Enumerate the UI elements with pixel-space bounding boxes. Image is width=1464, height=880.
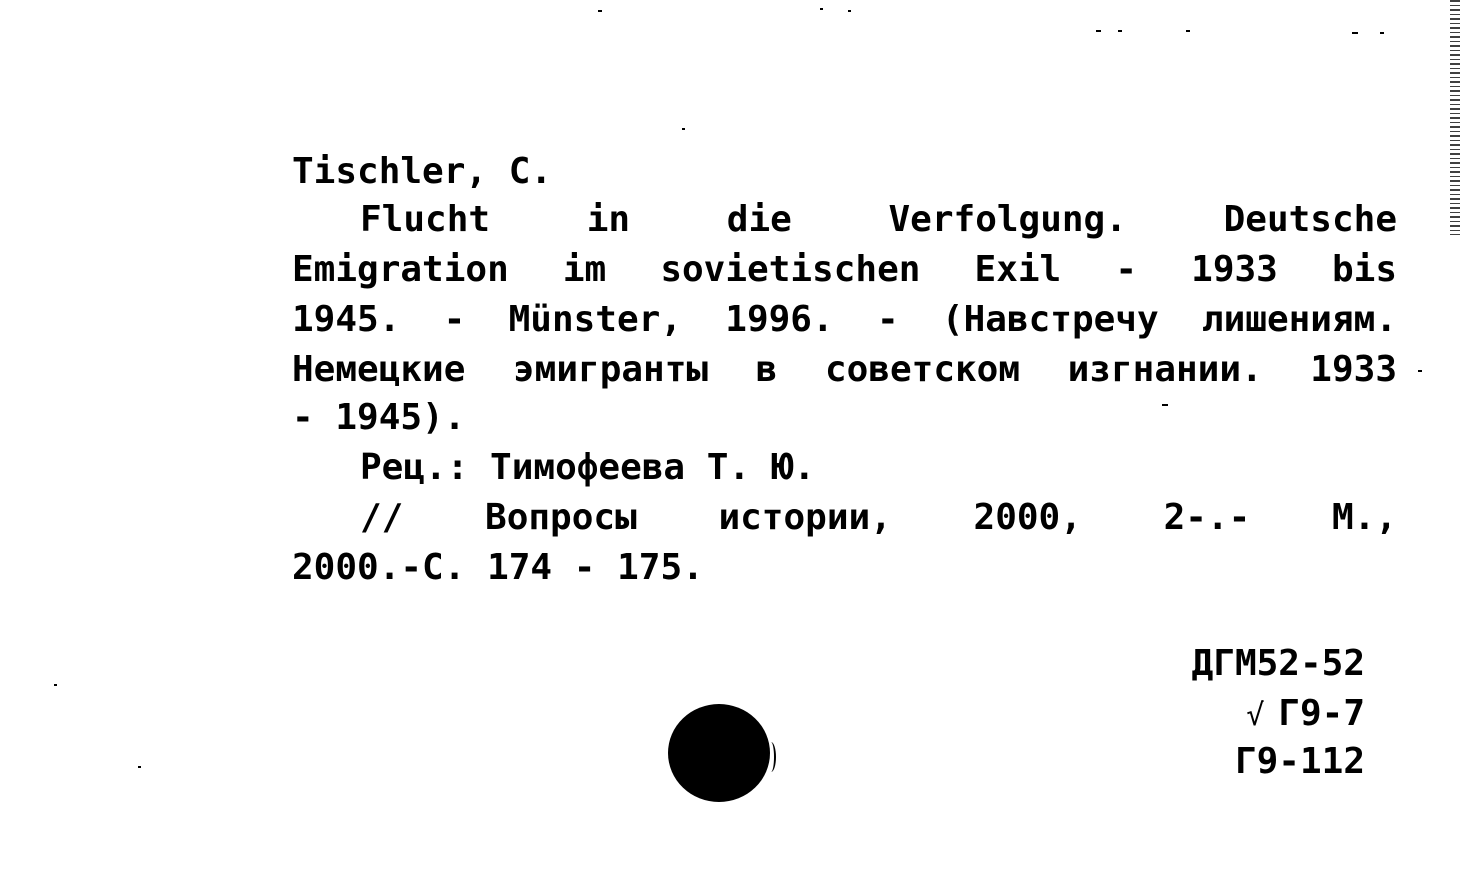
title-line-2: Emigration im sovietischen Exil - 1933 bis [292,249,1397,290]
check-mark-icon: √ [1246,698,1265,733]
title-line-1: Flucht in die Verfolgung. Deutsche [360,199,1397,240]
shelf-code-3: Г9-112 [1234,741,1365,782]
review-line: Рец.: Тимофеева Т. Ю. [360,447,816,488]
title-line-4: Немецкие эмигранты в советском изгнании. 1933 [292,349,1397,390]
punch-hole [668,704,770,802]
shelf-code-2: Г9-7 [1278,693,1365,734]
shelf-code-1: ДГМ52-52 [1191,643,1365,684]
card-edge-marks [1450,0,1460,235]
source-line-1: // Вопросы истории, 2000, 2-.- М., [360,497,1397,538]
title-line-3: 1945. - Münster, 1996. - (Навстречу лишениям. [292,299,1397,340]
source-line-2: 2000.-С. 174 - 175. [292,547,704,588]
title-line-5: - 1945). [292,397,466,438]
author-line: Tischler, C. [292,151,553,192]
shelf-code-2-row [1120,692,1365,738]
